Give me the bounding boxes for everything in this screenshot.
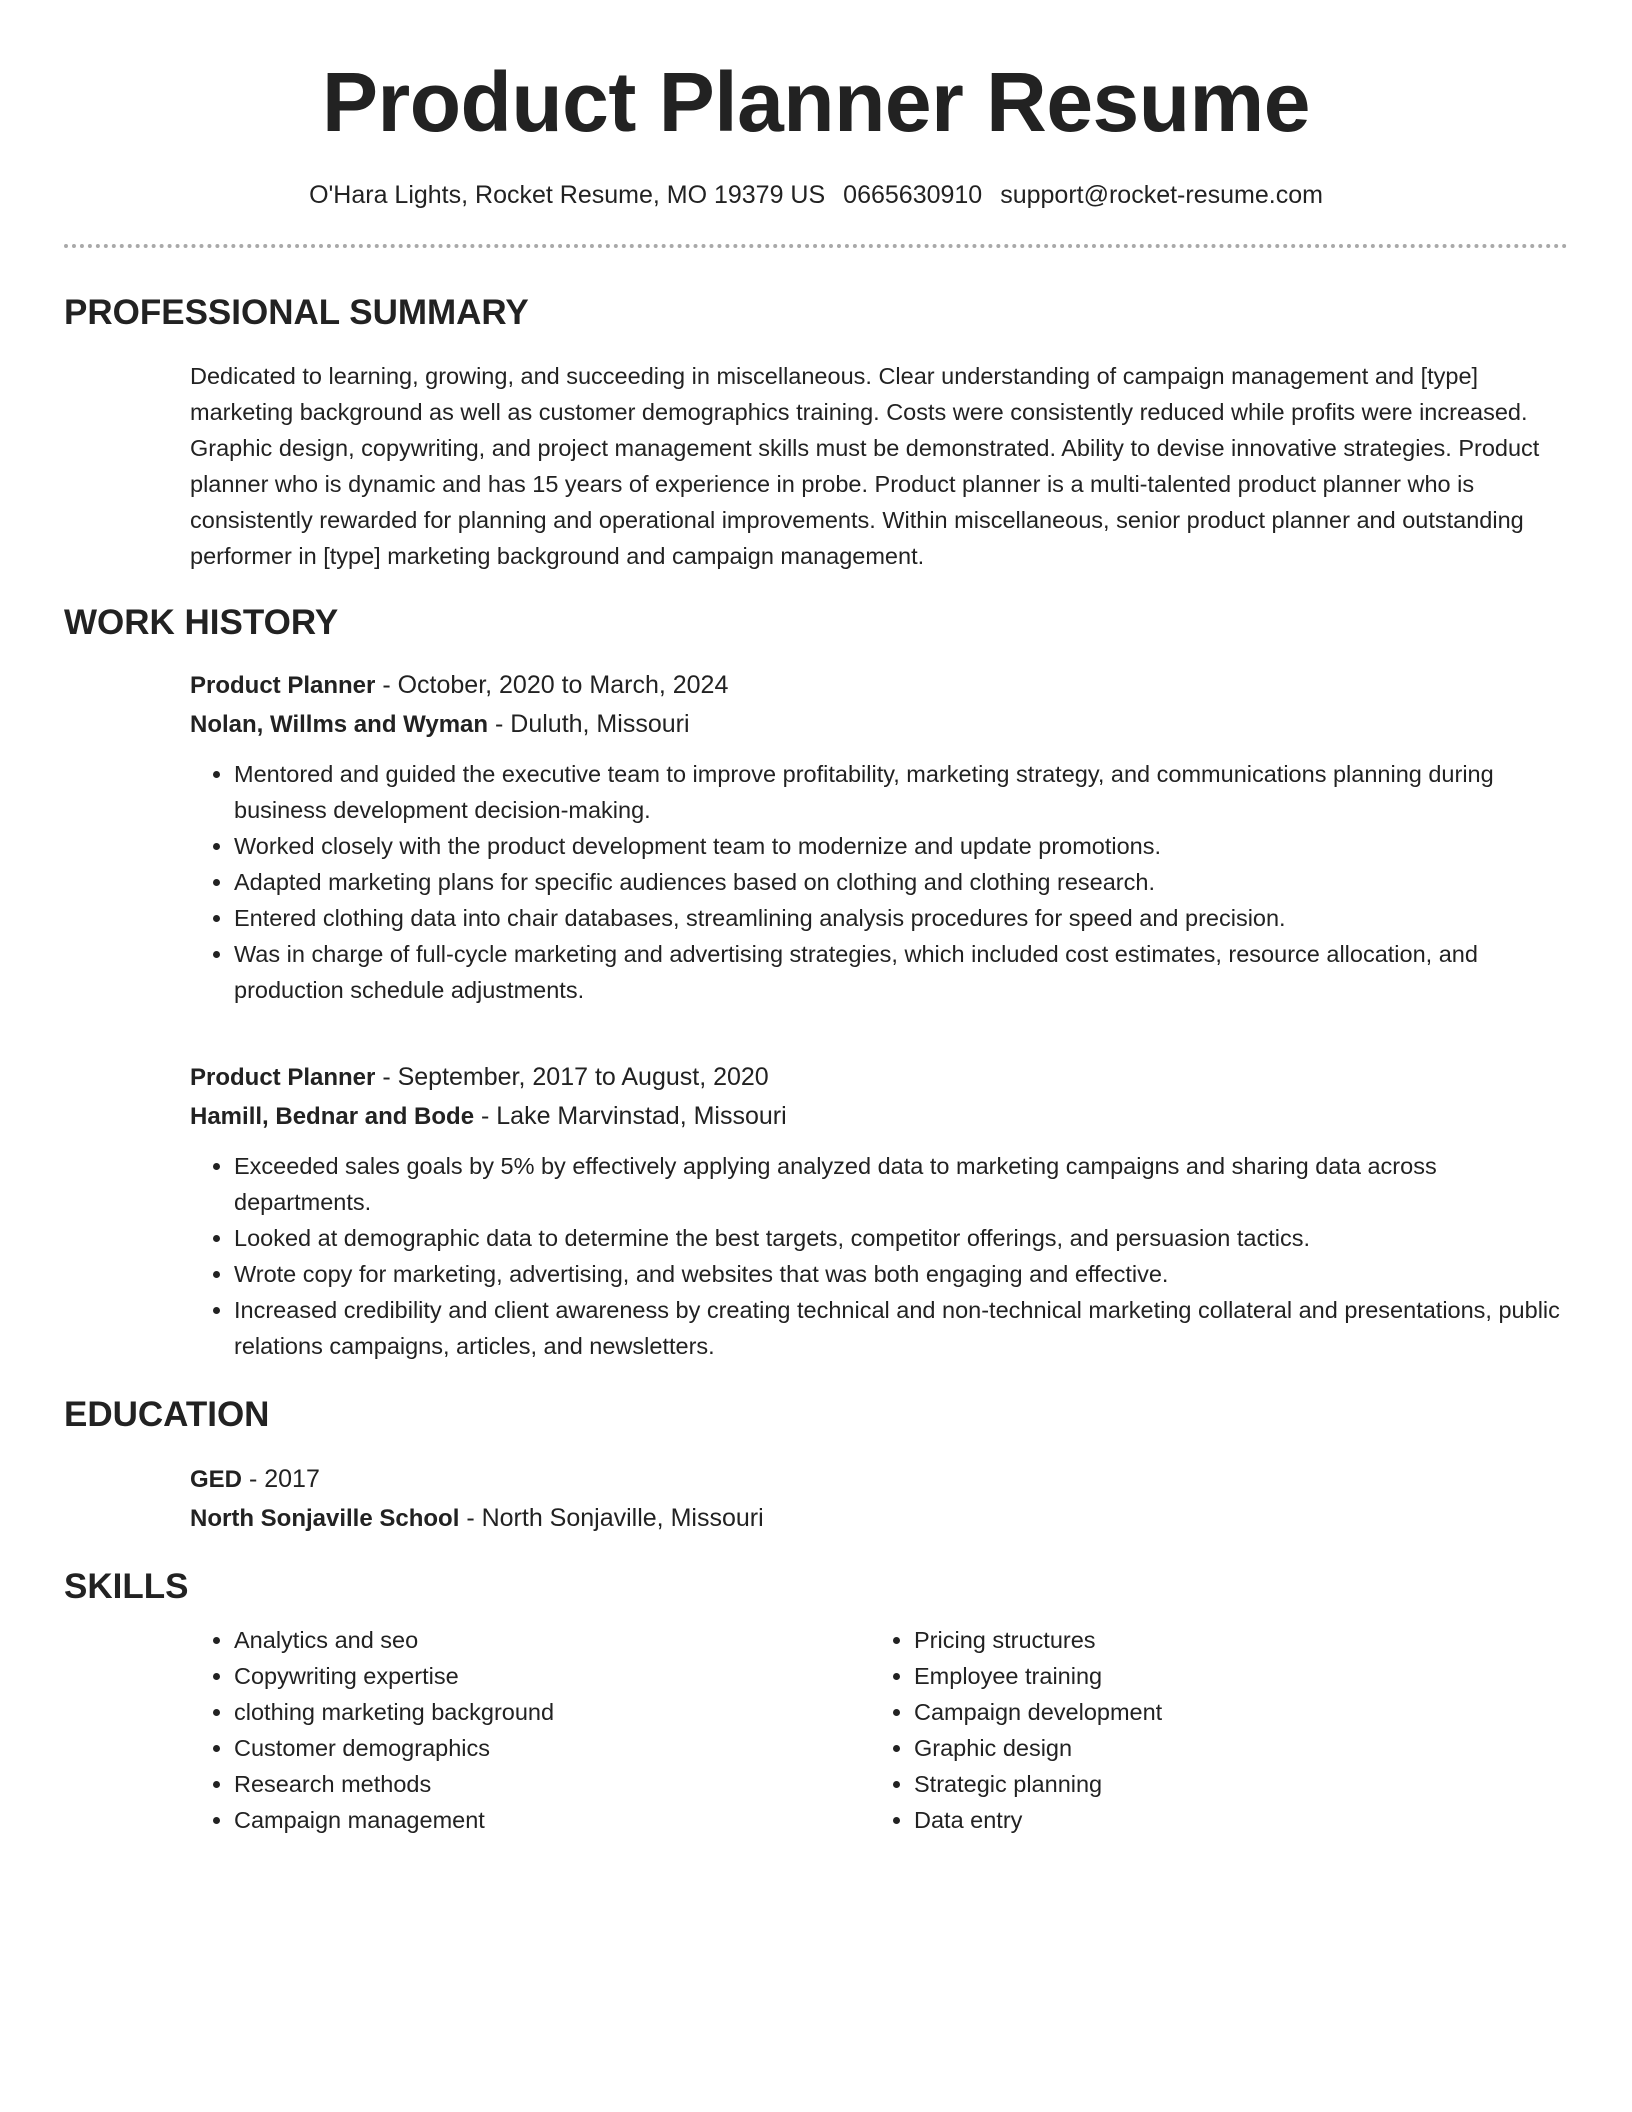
job-title: Product Planner	[190, 1064, 376, 1091]
job-dates: - October, 2020 to March, 2024	[375, 671, 729, 699]
job-bullet: • Exceeded sales goals by 5% by effectively applying analyzed data to marketing campaigns and sharing data across departments.	[234, 1148, 1568, 1220]
skill-item: • Research methods	[234, 1766, 870, 1802]
skill-item: • Employee training	[914, 1658, 1550, 1694]
job-bullets	[190, 1148, 1568, 1364]
skills-list-right	[870, 1622, 1550, 1838]
skills-list-left	[190, 1622, 870, 1838]
resume-title: Product Planner Resume	[322, 55, 1310, 149]
skill-item: • Analytics and seo	[234, 1622, 870, 1658]
job-bullet: • Mentored and guided the executive team to improve profitability, marketing strategy, and communications planning during business development decision-making.	[234, 756, 1568, 828]
job-location: - Duluth, Missouri	[488, 710, 690, 738]
job-bullet: • Looked at demographic data to determine the best targets, competitor offerings, and persuasion tactics.	[234, 1220, 1568, 1256]
header-divider	[64, 244, 1568, 248]
skill-item: • Campaign development	[914, 1694, 1550, 1730]
skill-item: • clothing marketing background	[234, 1694, 870, 1730]
education-school-line	[190, 1499, 1568, 1538]
job-title: Product Planner	[190, 672, 376, 699]
job-dates: - September, 2017 to August, 2020	[375, 1063, 769, 1091]
skill-item: • Customer demographics	[234, 1730, 870, 1766]
job-bullet: • Worked closely with the product development team to modernize and update promotions.	[234, 828, 1568, 864]
job-title-line	[190, 1058, 1568, 1097]
work-history-section	[190, 666, 1568, 1364]
summary-text: Dedicated to learning, growing, and succeeding in miscellaneous. Clear understanding of campaign management and [type] marketing background as well as customer demographics training. Costs were consistently reduced while profits were increased. Graphic design, copywriting, and project management skills must be demonstrated. Ability to devise innovative strategies. Product planner who is dynamic and has 15 years of experience in probe. Product planner is a multi-talented product planner who is consistently rewarded for planning and operational improvements. Within miscellaneous, senior product planner and outstanding performer in [type] marketing background and campaign management.	[190, 363, 1540, 569]
work-history-heading: WORK HISTORY	[64, 603, 339, 642]
education-school: North Sonjaville School	[190, 1505, 460, 1532]
job-company-line	[190, 705, 1568, 744]
job-bullet: • Increased credibility and client awareness by creating technical and non-technical marketing collateral and presentations, public relations campaigns, articles, and newsletters.	[234, 1292, 1568, 1364]
contact-line	[64, 180, 1568, 210]
job-bullets	[190, 756, 1568, 1008]
job-title-line	[190, 666, 1568, 705]
education-degree-line	[190, 1460, 1568, 1499]
job-bullet: • Wrote copy for marketing, advertising, and websites that was both engaging and effective.	[234, 1256, 1568, 1292]
education-degree: GED	[190, 1466, 243, 1493]
contact-address: O'Hara Lights, Rocket Resume, MO 19379 US	[309, 181, 826, 209]
skills-section	[190, 1622, 1568, 1838]
job-company: Hamill, Bednar and Bode	[190, 1103, 475, 1130]
job-location: - Lake Marvinstad, Missouri	[474, 1102, 787, 1130]
skill-item: • Strategic planning	[914, 1766, 1550, 1802]
job-company-line	[190, 1097, 1568, 1136]
summary-heading: PROFESSIONAL SUMMARY	[64, 293, 529, 332]
summary-section	[190, 358, 1568, 574]
skill-item: • Data entry	[914, 1802, 1550, 1838]
skill-item: • Campaign management	[234, 1802, 870, 1838]
skill-item: • Graphic design	[914, 1730, 1550, 1766]
job-entry	[190, 666, 1568, 1008]
job-bullet: • Entered clothing data into chair databases, streamlining analysis procedures for speed and precision.	[234, 900, 1568, 936]
job-company: Nolan, Willms and Wyman	[190, 711, 489, 738]
education-heading: EDUCATION	[64, 1395, 270, 1434]
job-bullet: • Was in charge of full-cycle marketing and advertising strategies, which included cost estimates, resource allocation, and production schedule adjustments.	[234, 936, 1568, 1008]
education-year: - 2017	[242, 1465, 320, 1493]
contact-email: support@rocket-resume.com	[1000, 181, 1323, 209]
education-location: - North Sonjaville, Missouri	[459, 1504, 764, 1532]
job-entry	[190, 1058, 1568, 1364]
skill-item: • Copywriting expertise	[234, 1658, 870, 1694]
skills-heading: SKILLS	[64, 1567, 189, 1606]
skill-item: • Pricing structures	[914, 1622, 1550, 1658]
job-bullet: • Adapted marketing plans for specific audiences based on clothing and clothing research.	[234, 864, 1568, 900]
contact-phone: 0665630910	[843, 181, 983, 209]
education-section	[190, 1460, 1568, 1538]
